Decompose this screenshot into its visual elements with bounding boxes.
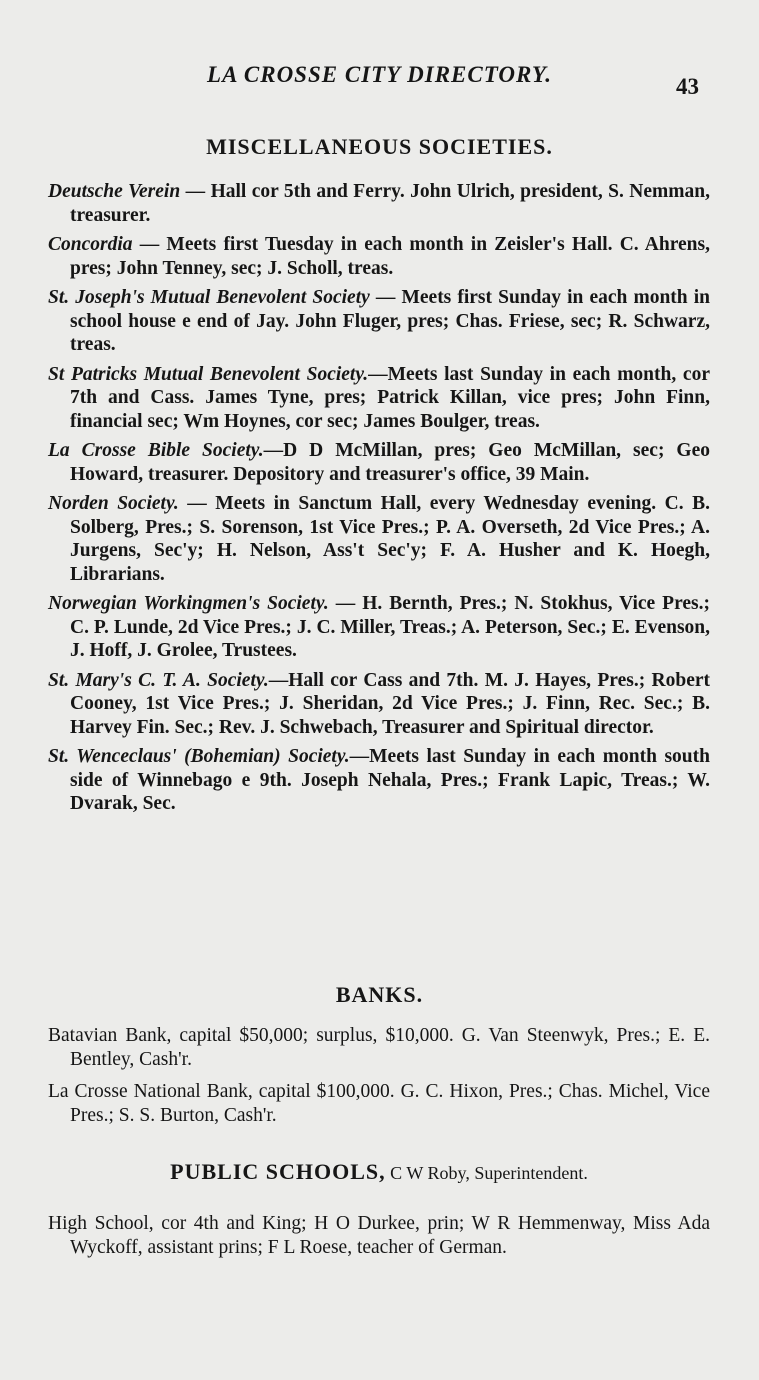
society-details: — Hall cor 5th and Ferry. John Ulrich, president, S. Nemman, treasurer. — [70, 181, 710, 226]
society-entry — [48, 745, 710, 816]
society-name: St. Wenceclaus' (Bohemian) Society. — [48, 746, 350, 767]
society-name: St. Joseph's Mutual Benevolent Society — [48, 287, 370, 308]
society-entry — [48, 492, 710, 586]
school-entry: High School, cor 4th and King; H O Durkee, prin; W R Hemmenway, Miss Ada Wyckoff, assistant prins; F L Roese, teacher of German. — [48, 1213, 710, 1258]
society-entry — [48, 180, 710, 227]
schools-list — [48, 1212, 710, 1268]
society-details: —Meets last Sunday in each month, cor 7th and Cass. James Tyne, pres; Patrick Killan, vice pres; John Finn, financial sec; Wm Hoynes, cor sec; James Boulger, treas. — [70, 363, 710, 432]
schools-superintendent: C W Roby, Superintendent. — [385, 1163, 588, 1183]
society-name: La Crosse Bible Society. — [48, 440, 264, 461]
society-details: —Hall cor Cass and 7th. M. J. Hayes, Pres.; Robert Cooney, 1st Vice Pres.; J. Sheridan, 2d Vice Pres.; J. Finn, Rec. Sec.; B. Harvey Fin. Sec.; Rev. J. Schwebach, Treasurer and Spiritual director. — [70, 669, 711, 738]
society-details: —Meets last Sunday in each month south side of Winnebago e 9th. Joseph Nehala, Pres.; Frank Lapic, Treas.; W. Dvarak, Sec. — [70, 746, 710, 814]
society-details: — Meets first Tuesday in each month in Zeisler's Hall. C. Ahrens, pres; John Tenney, sec; J. Scholl, treas. — [70, 234, 710, 279]
society-name: Norden Society. — [48, 493, 179, 514]
society-entry — [48, 363, 710, 434]
society-name: Deutsche Verein — [48, 181, 181, 202]
bank-entry: La Crosse National Bank, capital $100,000. G. C. Hixon, Pres.; Chas. Michel, Vice Pres.; S. S. Burton, Cash'r. — [48, 1081, 710, 1126]
banks-list — [48, 1024, 710, 1136]
societies-list — [48, 180, 710, 822]
running-title: LA CROSSE CITY DIRECTORY. — [207, 62, 552, 87]
society-entry — [48, 669, 710, 740]
society-details: — H. Bernth, Pres.; N. Stokhus, Vice Pres.; C. P. Lunde, 2d Vice Pres.; J. C. Miller, Treas.; A. Peterson, Sec.; E. Evenson, J. Hoff, J. Grolee, Trustees. — [70, 593, 710, 661]
society-entry — [48, 439, 710, 486]
societies-heading: MISCELLANEOUS SOCIETIES. — [206, 134, 553, 159]
banks-heading: BANKS. — [335, 982, 424, 1007]
society-name: Norwegian Workingmen's Society. — [48, 593, 329, 614]
society-entry — [48, 286, 710, 357]
society-name: Concordia — [48, 234, 133, 255]
society-details: —D D McMillan, pres; Geo McMillan, sec; Geo Howard, treasurer. Depository and treasurer's office, 39 Main. — [70, 440, 710, 485]
society-details: — Meets first Sunday in each month in school house e end of Jay. John Fluger, pres; Chas. Friese, sec; R. Schwarz, treas. — [70, 287, 710, 355]
society-name: St Patricks Mutual Benevolent Society. — [48, 363, 369, 385]
society-details: — Meets in Sanctum Hall, every Wednesday evening. C. B. Solberg, Pres.; S. Sorenson, 1st Vice Pres.; P. A. Overseth, 2d Vice Pres.; A. Jurgens, Sec'y; H. Nelson, Ass't Sec'y; F. A. Husher and K. Hoegh, Librarians. — [70, 493, 711, 585]
society-entry — [48, 592, 710, 663]
schools-heading-line — [48, 1160, 710, 1186]
schools-heading: PUBLIC SCHOOLS, — [170, 1159, 386, 1184]
bank-entry: Batavian Bank, capital $50,000; surplus, $10,000. G. Van Steenwyk, Pres.; E. E. Bentley, Cash'r. — [48, 1025, 710, 1070]
society-name: St. Mary's C. T. A. Society. — [48, 669, 269, 691]
society-entry — [48, 233, 710, 280]
page-number: 43 — [676, 74, 699, 99]
